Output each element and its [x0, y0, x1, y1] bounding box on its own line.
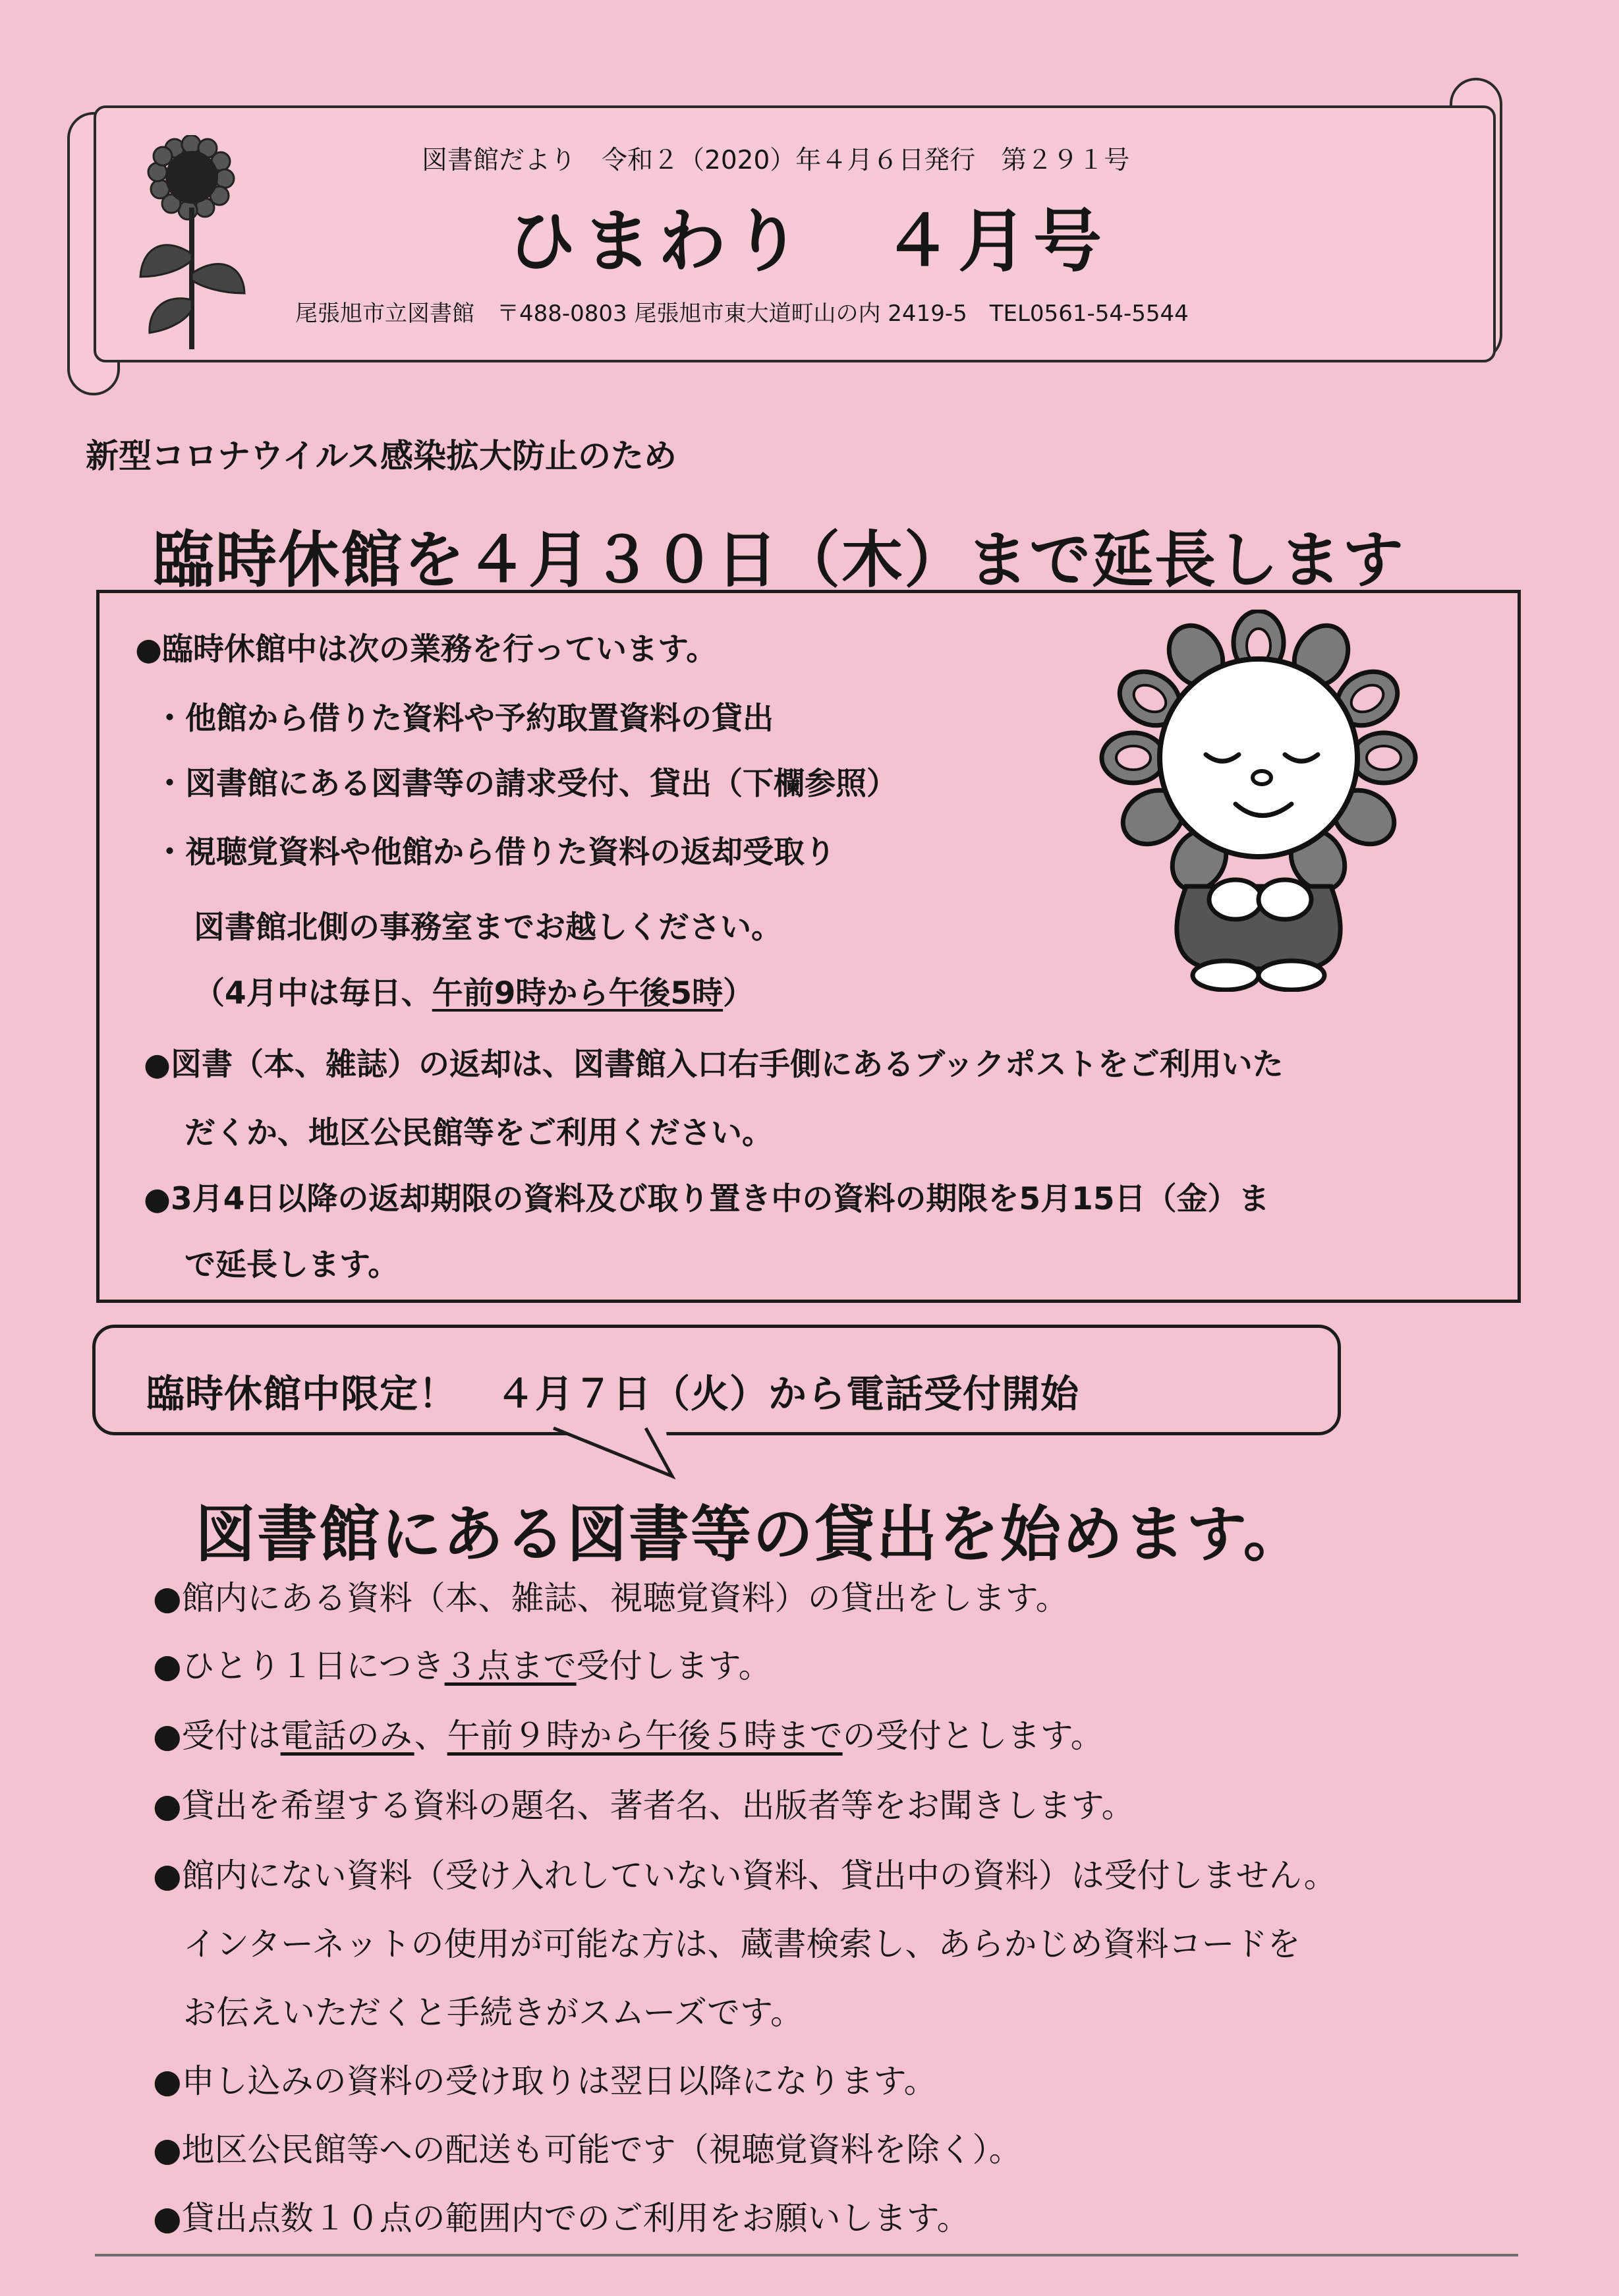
notice-headline: 臨時休館を４月３０日（木）まで延長します — [153, 525, 1405, 596]
notice-line: で延長します。 — [185, 1247, 399, 1283]
notice-line: ●図書（本、雑誌）の返却は、図書館入口右手側にあるブックポストをご利用いた — [144, 1047, 1284, 1083]
masthead-title: ひまわり ４月号 — [507, 201, 1109, 281]
notice-line: ●臨時休館中は次の業務を行っています。 — [135, 631, 718, 668]
loan-item: ●貸出を希望する資料の題名、著者名、出版者等をお聞きします。 — [153, 1787, 1135, 1825]
bottom-rule — [95, 2254, 1518, 2256]
loan-item: ●貸出点数１０点の範囲内でのご利用をお願いします。 — [153, 2199, 970, 2237]
loan-item-part: 受付します。 — [576, 1647, 772, 1685]
loan-item-underlined: 電話のみ — [280, 1717, 414, 1755]
loan-item-phone — [153, 1709, 1104, 1757]
notice-hours-prefix: （4月中は毎日、 — [194, 975, 432, 1012]
phone-service-text: 臨時休館中限定！ ４月７日（火）から電話受付開始 — [146, 1371, 1080, 1416]
notice-line: ・図書館にある図書等の請求受付、貸出（下欄参照） — [154, 766, 897, 802]
loan-item-part: ●受付は — [153, 1717, 281, 1755]
loan-item: ●館内にない資料（受け入れしていない資料、貸出中の資料）は受付しません。 — [153, 1856, 1337, 1895]
masthead-address: 尾張旭市立図書館 〒488-0803 尾張旭市東大道町山の内 2419-5 TEL0561-54-5544 — [295, 301, 1189, 327]
loan-item-underlined: 午前９時から午後５時まで — [447, 1717, 843, 1755]
notice-hours-line — [194, 969, 754, 1013]
loan-item: ●申し込みの資料の受け取りは翌日以降になります。 — [153, 2062, 937, 2100]
notice-hours-underlined: 午前9時から午後5時 — [432, 975, 724, 1012]
sunflower-logo-icon — [135, 135, 247, 353]
bubble-tail-icon — [547, 1427, 679, 1479]
loan-headline: 図書館にある図書等の貸出を始めます。 — [195, 1499, 1305, 1570]
loan-item: ●地区公民館等への配送も可能です（視聴覚資料を除く）。 — [153, 2131, 1022, 2169]
loan-item-underlined: ３点まで — [444, 1647, 577, 1685]
loan-item-limit — [153, 1640, 772, 1687]
loan-item: インターネットの使用が可能な方は、蔵書検索し、あらかじめ資料コードを — [183, 1925, 1301, 1963]
notice-line: ・視聴覚資料や他館から借りた資料の返却受取り — [154, 834, 836, 871]
notice-line: だくか、地区公民館等をご利用ください。 — [185, 1115, 773, 1151]
notice-hours-suffix: ） — [723, 975, 754, 1012]
masthead-info: 図書館だより 令和２（2020）年４月６日発行 第２９１号 — [422, 146, 1130, 175]
loan-item: ●館内にある資料（本、雑誌、視聴覚資料）の貸出をします。 — [153, 1579, 1069, 1617]
notice-lead: 新型コロナウイルス感染拡大防止のため — [86, 437, 677, 475]
loan-item-part: ●ひとり１日につき — [153, 1647, 445, 1685]
notice-line: 図書館北側の事務室までお越しください。 — [194, 909, 782, 946]
sunflower-mascot-icon — [1094, 610, 1436, 992]
loan-item-part: 、 — [414, 1717, 447, 1755]
loan-item: お伝えいただくと手続きがスムーズです。 — [183, 1994, 803, 2032]
loan-item-part: の受付とします。 — [842, 1717, 1104, 1755]
notice-line: ・他館から借りた資料や予約取置資料の貸出 — [154, 701, 774, 737]
notice-line: ●3月4日以降の返却期限の資料及び取り置き中の資料の期限を5月15日（金）ま — [144, 1181, 1270, 1217]
